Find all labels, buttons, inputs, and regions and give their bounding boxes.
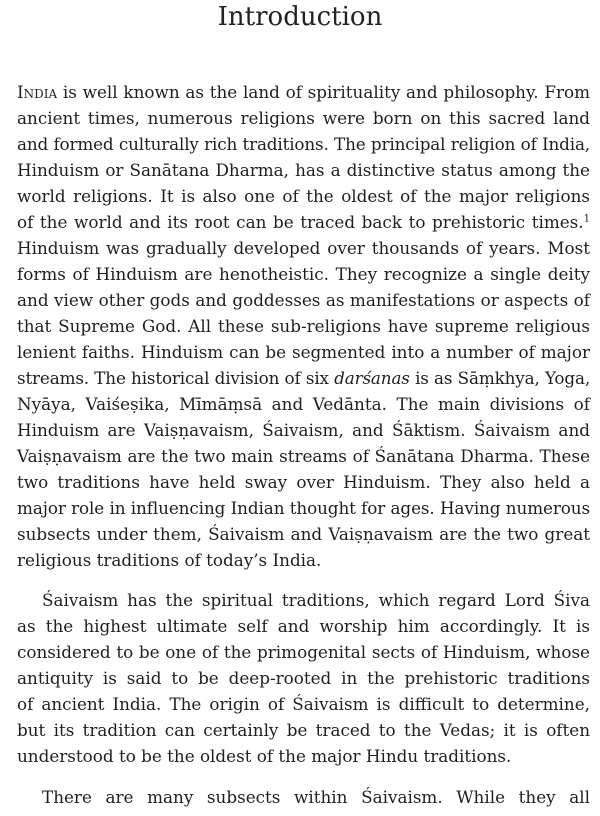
text-line: as the highest ultimate self and worship him accordingly. It is xyxy=(17,616,590,636)
text-line: Hinduism or Sanātana Dharma, has a distinctive status among the xyxy=(17,160,590,180)
text-line: streams. The historical division of six darśanas is as Sāṃkhya, Yoga, xyxy=(17,368,591,388)
text-line: two traditions have held sway over Hinduism. They also held a xyxy=(17,472,590,492)
text-line: There are many subsects within Śaivaism. While they all xyxy=(42,787,590,807)
text-line: and formed culturally rich traditions. The principal religion of India, xyxy=(17,134,590,154)
text-line: Śaivaism has the spiritual traditions, which regard Lord Śiva xyxy=(42,590,590,610)
text-line: forms of Hinduism are henotheistic. They recognize a single deity xyxy=(17,264,590,284)
text-line: India is well known as the land of spirituality and philosophy. From xyxy=(17,82,590,102)
text-line: Nyāya, Vaiśeṣika, Mīmāṃsā and Vedānta. The main divisions of xyxy=(17,394,590,414)
text-line: religious traditions of today’s India. xyxy=(17,550,322,570)
text-line: subsects under them, Śaivaism and Vaiṣṇavaism are the two great xyxy=(17,524,590,544)
text-line: of ancient India. The origin of Śaivaism is difficult to determine, xyxy=(17,694,590,714)
text-line: world religions. It is also one of the oldest of the major religions xyxy=(17,186,590,206)
text-line: ancient times, numerous religions were born on this sacred land xyxy=(17,108,590,128)
first-word: India xyxy=(17,82,58,102)
footnote-marker: 1 xyxy=(583,213,590,225)
text-line: and view other gods and goddesses as manifestations or aspects of xyxy=(17,290,590,310)
text-line: major role in influencing Indian thought for ages. Having numerous xyxy=(17,498,590,518)
text-line: that Supreme God. All these sub-religions have supreme religious xyxy=(17,316,590,336)
text-line: lenient faiths. Hinduism can be segmented into a number of major xyxy=(17,342,590,362)
text-line: considered to be one of the primogenital sects of Hinduism, whose xyxy=(17,642,590,662)
text-line: but its tradition can certainly be traced to the Vedas; it is often xyxy=(17,720,590,740)
text-line: understood to be the oldest of the major Hindu traditions. xyxy=(17,746,512,766)
page-title: Introduction xyxy=(217,2,383,32)
text-line: Hinduism are Vaiṣṇavaism, Śaivaism, and Śāktism. Śaivaism and xyxy=(17,420,590,440)
text-line: of the world and its root can be traced back to prehistoric times.$^1$ xyxy=(17,212,590,232)
text-line: Vaiṣṇavaism are the two main streams of Śanātana Dharma. These xyxy=(17,446,590,466)
text-line: antiquity is said to be deep-rooted in the prehistoric traditions xyxy=(17,668,590,688)
text-line: Hinduism was gradually developed over thousands of years. Most xyxy=(17,238,590,258)
italic-term: darśanas xyxy=(334,368,410,388)
